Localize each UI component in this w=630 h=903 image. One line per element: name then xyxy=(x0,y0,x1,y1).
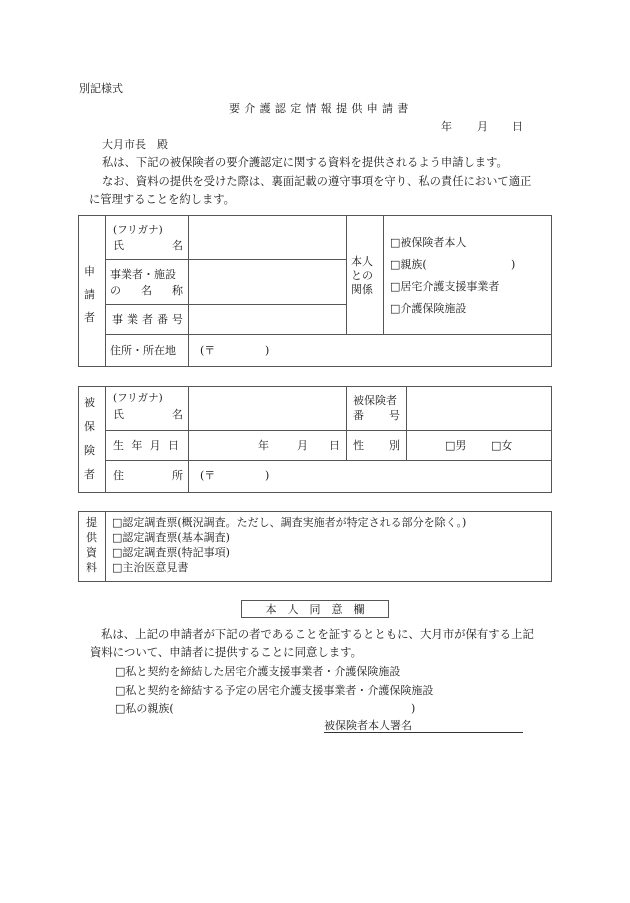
insured-address-label xyxy=(113,470,183,481)
insured-address-field[interactable] xyxy=(189,461,551,492)
divider xyxy=(105,511,106,582)
label-char: 者 xyxy=(142,313,153,326)
applicant-business-number-field[interactable] xyxy=(189,305,346,334)
divider xyxy=(105,215,106,367)
heading-char: 同 xyxy=(309,603,321,616)
signature-label: 被保険者本人署名 xyxy=(324,719,412,732)
sex-option-male[interactable]: □男 xyxy=(445,439,467,452)
relation-relative-close: ) xyxy=(511,258,516,271)
label-char: 月 xyxy=(149,439,161,452)
label-char: 供 xyxy=(86,531,97,544)
material-option-overview-survey[interactable]: □認定調査票(概況調査。ただし、調査実施者が特定される部分を除く。) xyxy=(112,516,467,529)
label-char: の xyxy=(110,284,121,297)
applicant-address-field[interactable] xyxy=(189,335,551,366)
label-char: 性 xyxy=(353,439,364,452)
label-char: 者 xyxy=(84,311,95,324)
applicant-facility-field[interactable] xyxy=(189,260,346,304)
label-char: 険 xyxy=(84,444,95,457)
label-char: 資 xyxy=(86,546,97,559)
label-line: 関係 xyxy=(351,283,373,296)
date-year: 年 xyxy=(441,120,452,133)
date-day: 日 xyxy=(512,120,523,133)
label-char: 被 xyxy=(84,396,95,409)
insured-birthdate-label xyxy=(113,440,179,451)
label-char: 名 xyxy=(172,408,183,421)
birth-year-unit: 年 xyxy=(258,439,269,452)
label-char: 料 xyxy=(86,561,97,574)
document-title: 要介護認定情報提供申請書 xyxy=(229,102,413,115)
addressee: 大月市長 殿 xyxy=(102,138,168,151)
signature-line[interactable] xyxy=(324,732,523,733)
heading-char: 欄 xyxy=(353,603,365,616)
insured-furigana-label: (フリガナ) xyxy=(113,392,163,404)
insured-name-field[interactable] xyxy=(189,387,346,430)
request-paragraph: 私は、下記の被保険者の要介護認定に関する資料を提供されるよう申請します。 xyxy=(102,156,508,169)
materials-section-label xyxy=(86,517,97,573)
label-char: 保 xyxy=(84,420,95,433)
pledge-paragraph-line1: なお、資料の提供を受けた際は、裏面記載の遵守事項を守り、私の責任において適正 xyxy=(102,175,532,188)
consent-paragraph-line1: 私は、上記の申請者が下記の者であることを証するとともに、大月市が保有する上記 xyxy=(101,627,534,641)
insured-birthdate-field[interactable] xyxy=(189,431,346,460)
consent-option-relative[interactable]: □私の親族( xyxy=(115,702,174,715)
relation-option-care-support[interactable]: □居宅介護支援事業者 xyxy=(390,280,500,293)
label-char: 生 xyxy=(113,439,124,452)
applicant-section-label xyxy=(84,266,95,323)
label-line: との xyxy=(351,269,373,282)
heading-char: 本 xyxy=(265,603,277,616)
birth-day-unit: 日 xyxy=(329,439,340,452)
form-label: 別記様式 xyxy=(79,82,123,95)
label-char: 者 xyxy=(84,468,95,481)
label-char: 業 xyxy=(127,313,138,326)
sex-label xyxy=(353,440,400,451)
postal-code-close: ) xyxy=(265,469,270,482)
postal-code-open: (〒 xyxy=(200,344,216,357)
label-char: 申 xyxy=(84,265,95,278)
applicant-facility-label-line2 xyxy=(110,285,183,296)
birth-month-unit: 月 xyxy=(297,439,308,452)
label-char: 氏 xyxy=(113,239,124,252)
applicant-address-label: 住所・所在地 xyxy=(110,344,176,357)
consent-heading xyxy=(241,600,389,618)
label-char: 住 xyxy=(113,469,124,482)
consent-option-planned-provider[interactable]: □私と契約を締結する予定の居宅介護支援事業者・介護保険施設 xyxy=(115,684,434,697)
insured-number-field[interactable] xyxy=(407,387,551,430)
label-char: 提 xyxy=(86,516,97,529)
applicant-name-field[interactable] xyxy=(189,216,346,259)
label-char: 名 xyxy=(172,239,183,252)
relation-option-care-facility[interactable]: □介護保険施設 xyxy=(390,302,467,315)
label-line: 本人 xyxy=(351,255,373,268)
material-option-basic-survey[interactable]: □認定調査票(基本調査) xyxy=(112,531,230,544)
label-char: 番 xyxy=(157,313,168,326)
applicant-name-label xyxy=(113,240,183,251)
postal-code-close: ) xyxy=(265,344,270,357)
heading-char: 人 xyxy=(287,603,299,616)
insured-name-label xyxy=(113,409,183,420)
divider xyxy=(383,215,384,335)
label-char: 称 xyxy=(172,284,183,297)
label-char: 氏 xyxy=(113,408,124,421)
consent-option-contracted-provider[interactable]: □私と契約を締結した居宅介護支援事業者・介護保険施設 xyxy=(115,665,401,678)
pledge-paragraph-line2: に管理することを約します。 xyxy=(89,193,235,206)
label-char: 名 xyxy=(141,284,152,297)
relation-option-relative[interactable]: □親族( xyxy=(390,258,427,271)
label-char: 所 xyxy=(172,469,183,482)
label-char: 事 xyxy=(112,313,123,326)
applicant-facility-label-line1: 事業者・施設 xyxy=(110,268,176,281)
label-char: 別 xyxy=(389,439,400,452)
consent-paragraph-line2: 資料について、申請者に提供することに同意します。 xyxy=(90,645,363,659)
material-option-doctor-opinion[interactable]: □主治医意見書 xyxy=(112,561,189,574)
label-char: 号 xyxy=(172,313,183,326)
divider xyxy=(346,386,347,460)
label-char: 号 xyxy=(389,409,400,422)
postal-code-open: (〒 xyxy=(200,469,216,482)
applicant-business-number-label xyxy=(112,314,183,325)
relation-option-insured-self[interactable]: □被保険者本人 xyxy=(390,236,467,249)
consent-relative-close: ) xyxy=(411,702,416,715)
date-month: 月 xyxy=(477,120,488,133)
label-char: 番 xyxy=(353,409,364,422)
relation-label xyxy=(351,256,373,295)
insured-section-label xyxy=(84,397,95,480)
label-char: 請 xyxy=(84,288,95,301)
divider xyxy=(105,386,106,493)
heading-char: 意 xyxy=(331,603,343,616)
label-char: 日 xyxy=(167,439,179,452)
insured-number-label-line1: 被保険者 xyxy=(353,394,397,407)
label-char: 年 xyxy=(131,439,143,452)
applicant-furigana-label: (フリガナ) xyxy=(113,224,163,236)
divider xyxy=(346,215,347,335)
sex-option-female[interactable]: □女 xyxy=(491,439,513,452)
material-option-special-notes[interactable]: □認定調査票(特記事項) xyxy=(112,546,230,559)
insured-number-label-line2 xyxy=(353,410,400,421)
